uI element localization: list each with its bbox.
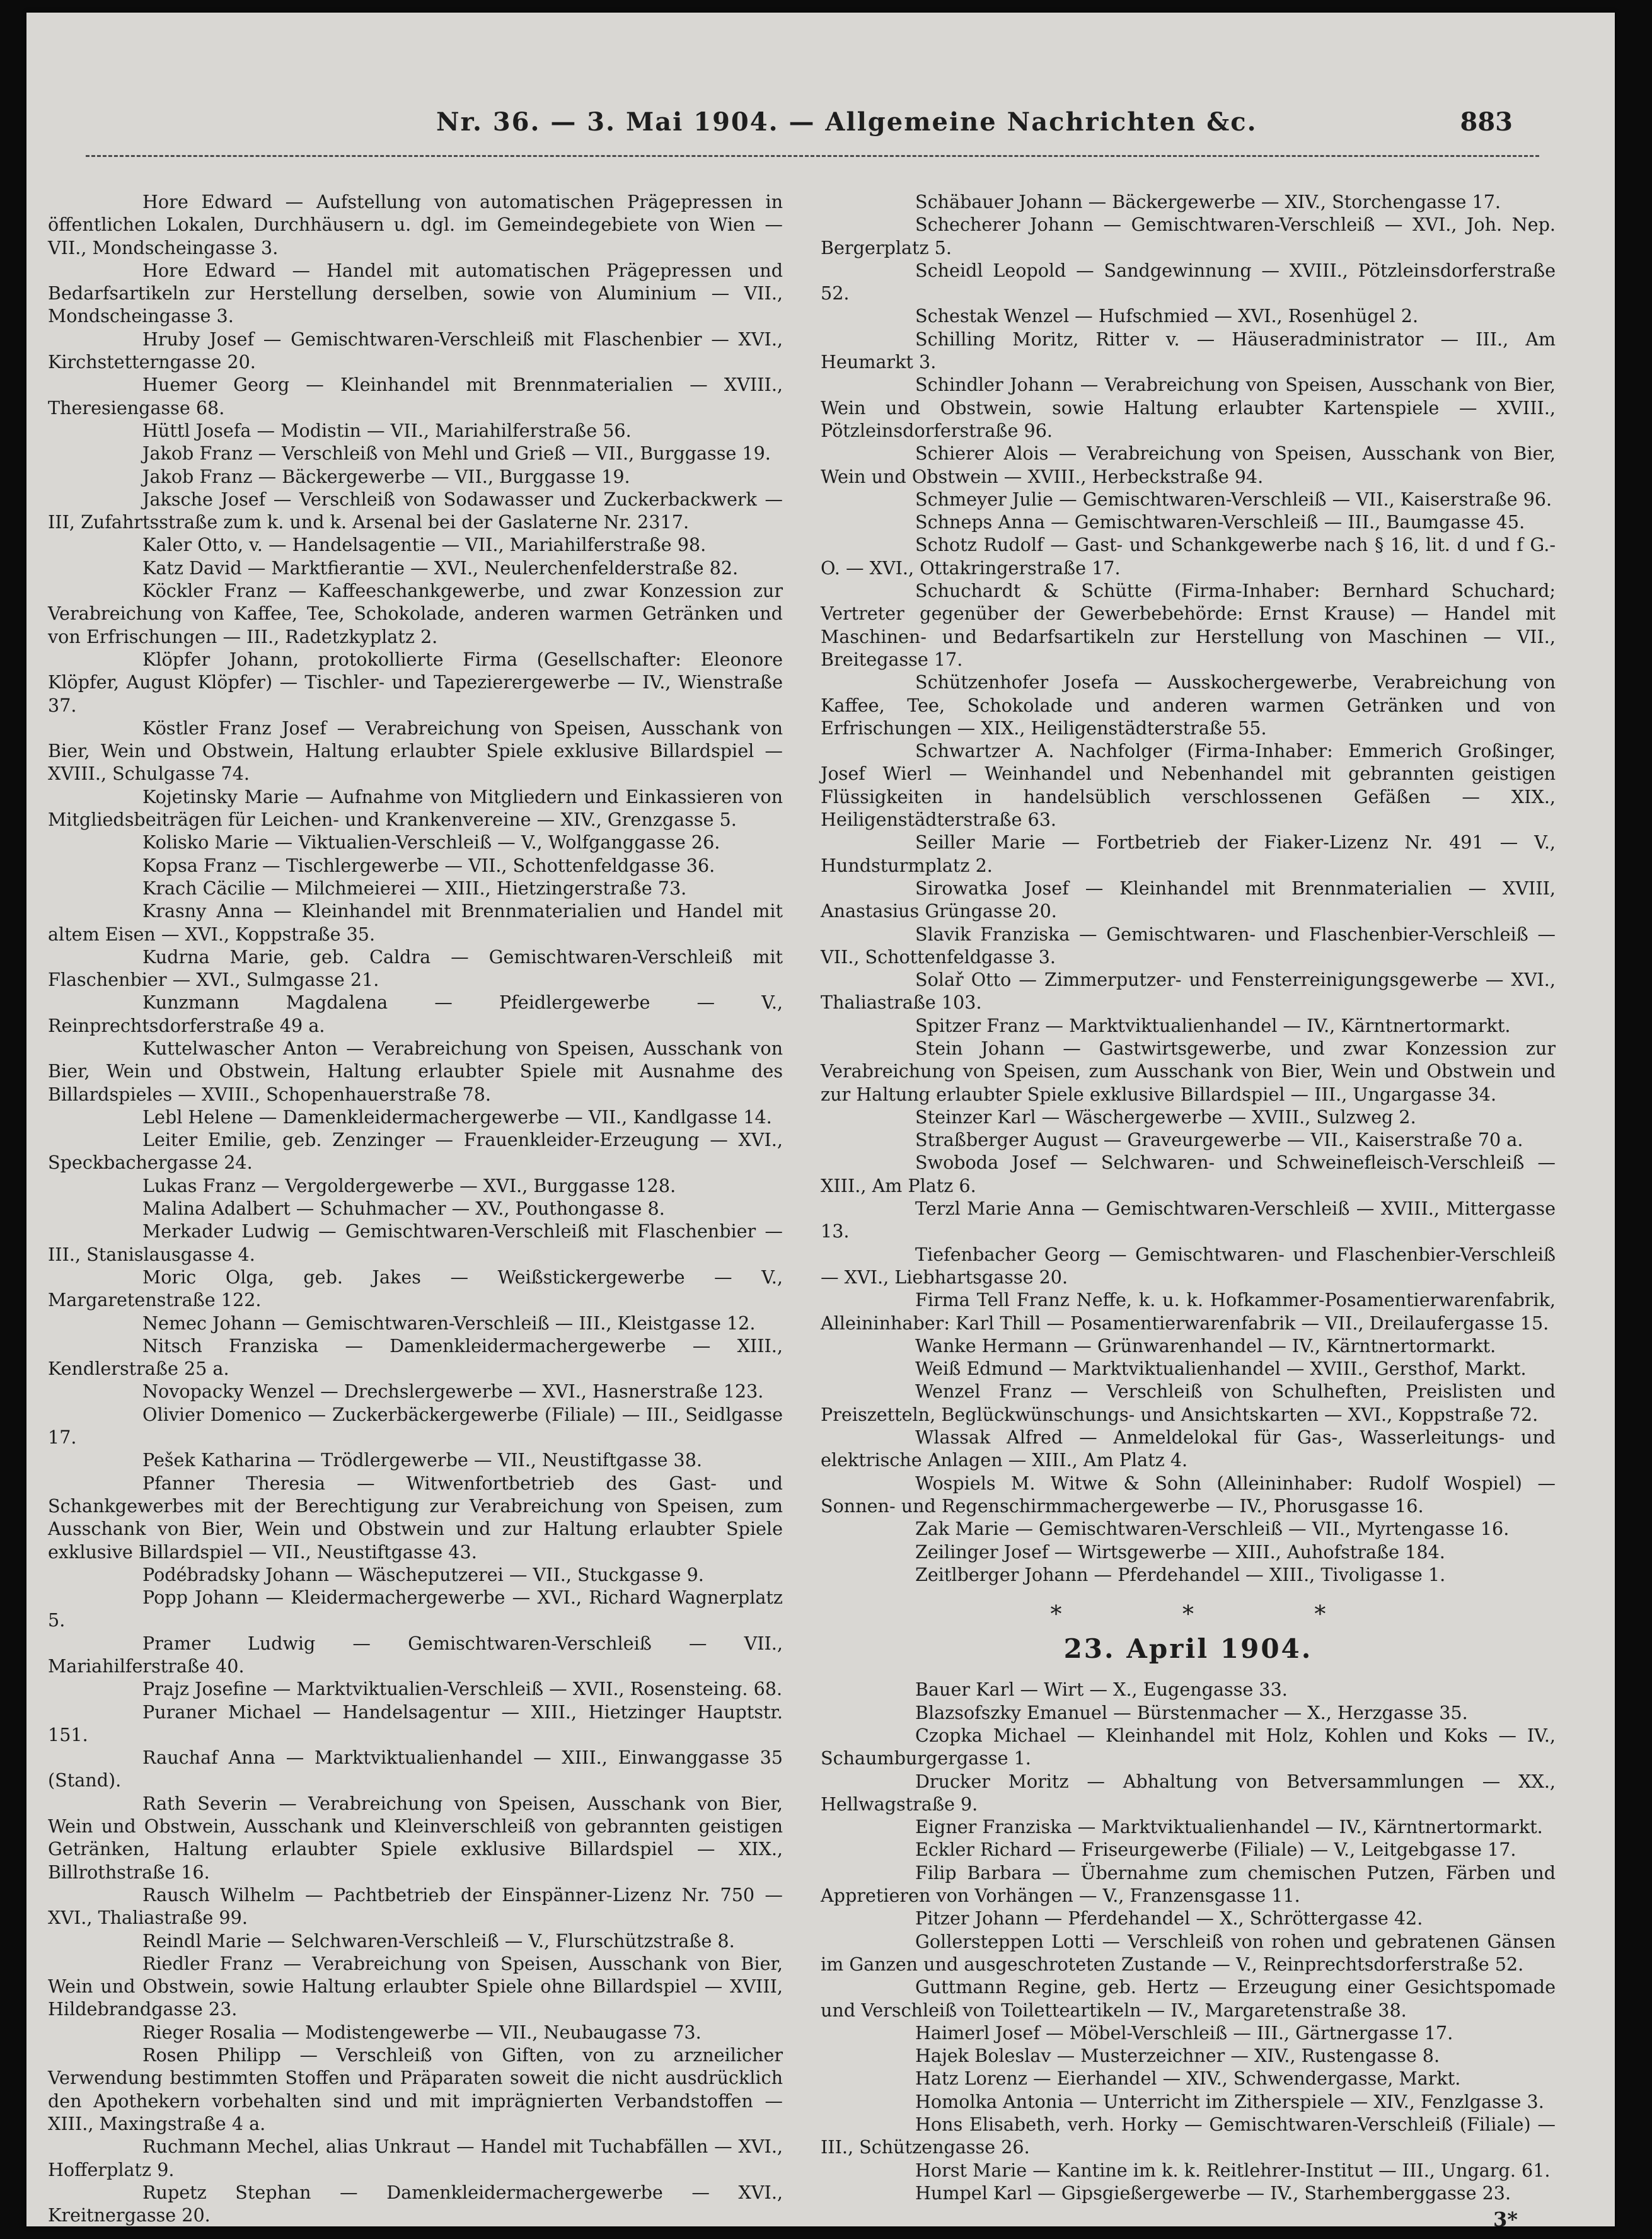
header-rule <box>86 155 1539 157</box>
section-date: 23. April 1904. <box>1063 1633 1313 1665</box>
register-entry: Krach Cäcilie — Milchmeierei — XIII., Hietzingerstraße 73. <box>142 877 687 899</box>
register-entry: Kaler Otto, v. — Handelsagentie — VII., Mariahilferstraße 98. <box>142 534 707 556</box>
register-entry: Kudrna Marie, geb. Caldra — Gemischtwaren-Verschleiß mit Flaschenbier — XVI., Sulmgasse 21. <box>48 946 783 991</box>
register-entry: Spitzer Franz — Marktviktualienhandel — IV., Kärntnertormarkt. <box>915 1014 1511 1036</box>
register-entry: Hajek Boleslav — Musterzeichner — XIV., Rustengasse 8. <box>915 2045 1440 2067</box>
register-entry: Stein Johann — Gastwirtsgewerbe, und zwar Konzession zur Verabreichung von Speisen, zum Ausschank von Bier, Wein und Obstwein und zur Haltung erlaubter Spiele exklusive Billardspiel — III., Ungargasse 34. <box>821 1037 1556 1105</box>
register-entry: Huemer Georg — Kleinhandel mit Brennmaterialien — XVIII., Theresiengasse 68. <box>48 374 783 419</box>
register-entry: Firma Tell Franz Neffe, k. u. k. Hofkammer-Posamentierwarenfabrik, Alleininhaber: Karl Thill — Posamentierwarenfabrik — VII., Dreilaufergasse 15. <box>821 1289 1556 1334</box>
register-entry: Pfanner Theresia — Witwenfortbetrieb des Gast- und Schankgewerbes mit der Berechtigung zur Verabreichung von Speisen, zum Ausschank von Bier, Wein und Obstwein und zur Haltung erlaubter Spiele exklusive Billardspiel — VII., Neustiftgasse 43. <box>48 1472 783 1563</box>
register-entry: Leiter Emilie, geb. Zenzinger — Frauenkleider-Erzeugung — XVI., Speckbachergasse 24. <box>48 1129 783 1174</box>
register-entry: Ruchmann Mechel, alias Unkraut — Handel mit Tuchabfällen — XVI., Hofferplatz 9. <box>48 2136 783 2180</box>
register-entry: Seiller Marie — Fortbetrieb der Fiaker-Lizenz Nr. 491 — V., Hundsturmplatz 2. <box>821 831 1556 876</box>
register-entry: Klöpfer Johann, protokollierte Firma (Gesellschafter: Eleonore Klöpfer, August Klöpfer) — Tischler- und Tapezierergewerbe — IV., Wienstraße 37. <box>48 648 783 716</box>
register-entry: Wlassak Alfred — Anmeldelokal für Gas-, Wasserleitungs- und elektrische Anlagen — XIII., Am Platz 4. <box>821 1426 1556 1471</box>
register-entry: Riedler Franz — Verabreichung von Speisen, Ausschank von Bier, Wein und Obstwein, sowie Haltung erlaubter Spiele ohne Billardspiel — XVIII, Hildebrandgasse 23. <box>48 1952 783 2020</box>
register-entry: Kuttelwascher Anton — Verabreichung von Speisen, Ausschank von Bier, Wein und Obstwein, Haltung erlaubter Spiele mit Ausnahme des Billardspieles — XVIII., Schopenhauerstraße 78. <box>48 1037 783 1105</box>
register-entry: Drucker Moritz — Abhaltung von Betversammlungen — XX., Hellwagstraße 9. <box>821 1770 1556 1815</box>
register-entry: Zeitlberger Johann — Pferdehandel — XIII., Tivoligasse 1. <box>915 1563 1446 1585</box>
register-entry: Rupetz Stephan — Damenkleidermachergewerbe — XVI., Kreitnergasse 20. <box>48 2181 783 2226</box>
register-entry: Hore Edward — Aufstellung von automatischen Prägepressen in öffentlichen Lokalen, Durchhäusern u. dgl. im Gemeindegebiete von Wien — VII., Mondscheingasse 3. <box>48 191 783 258</box>
register-entry: Kolisko Marie — Viktualien-Verschleiß — V., Wolfganggasse 26. <box>142 831 720 853</box>
register-entry: Schwartzer A. Nachfolger (Firma-Inhaber: Emmerich Großinger, Josef Wierl — Weinhandel und Nebenhandel mit gebrannten geistigen Flüssigkeiten in handelsüblich verschlossenen Gefäßen — XIX., Heiligenstädterstraße 63. <box>821 740 1556 831</box>
register-entry: Rauchaf Anna — Marktviktualienhandel — XIII., Einwanggasse 35 (Stand). <box>48 1747 783 1791</box>
register-entry: Rath Severin — Verabreichung von Speisen, Ausschank von Bier, Wein und Obstwein, Ausschank und Kleinverschleiß von gebrannten geistigen Getränken, Haltung erlaubter Spiele exklusive Billardspiel — XIX., Billrothstraße 16. <box>48 1792 783 1883</box>
register-entry: Köstler Franz Josef — Verabreichung von Speisen, Ausschank von Bier, Wein und Obstwein, Haltung erlaubter Spiele exklusive Billardspiel — XVIII., Schulgasse 74. <box>48 717 783 785</box>
register-entry: Eckler Richard — Friseurgewerbe (Filiale) — V., Leitgebgasse 17. <box>915 1839 1516 1861</box>
register-entry: Pitzer Johann — Pferdehandel — X., Schröttergasse 42. <box>915 1907 1423 1929</box>
register-entry: Wanke Hermann — Grünwarenhandel — IV., Kärntnertormarkt. <box>915 1334 1496 1357</box>
register-entry: Terzl Marie Anna — Gemischtwaren-Verschleiß — XVIII., Mittergasse 13. <box>821 1198 1556 1242</box>
section-separator: * * * <box>1050 1602 1383 1628</box>
register-entry: Hüttl Josefa — Modistin — VII., Mariahilferstraße 56. <box>142 419 632 441</box>
register-entry: Jakob Franz — Verschleiß von Mehl und Grieß — VII., Burggasse 19. <box>142 443 771 465</box>
register-entry: Schneps Anna — Gemischtwaren-Verschleiß — III., Baumgasse 45. <box>915 511 1525 533</box>
register-entry: Rosen Philipp — Verschleiß von Giften, von zu arzneilicher Verwendung bestimmten Stoffen und Präparaten soweit die nicht ausdrücklich den Apothekern vorbehalten sind und mit imprägnierten Verbandstoffen — XIII., Maxingstraße 4 a. <box>48 2044 783 2134</box>
register-entry: Guttmann Regine, geb. Hertz — Erzeugung einer Gesichtspomade und Verschleiß von Toiletteartikeln — IV., Margaretenstraße 38. <box>821 1976 1556 2021</box>
register-entry: Lukas Franz — Vergoldergewerbe — XVI., Burggasse 128. <box>142 1174 676 1196</box>
register-entry: Schilling Moritz, Ritter v. — Häuseradministrator — III., Am Heumarkt 3. <box>821 328 1556 373</box>
register-entry: Homolka Antonia — Unterricht im Zitherspiele — XIV., Fenzlgasse 3. <box>915 2090 1544 2112</box>
register-entry: Pramer Ludwig — Gemischtwaren-Verschleiß — VII., Mariahilferstraße 40. <box>48 1632 783 1677</box>
register-entry: Nemec Johann — Gemischtwaren-Verschleiß — III., Kleistgasse 12. <box>142 1312 756 1334</box>
register-entry: Schestak Wenzel — Hufschmied — XVI., Rosenhügel 2. <box>915 305 1419 327</box>
register-entry: Rausch Wilhelm — Pachtbetrieb der Einspänner-Lizenz Nr. 750 — XVI., Thaliastraße 99. <box>48 1883 783 1929</box>
register-entry: Schuchardt & Schütte (Firma-Inhaber: Bernhard Schuchard; Vertreter gegenüber der Gewerbebehörde: Ernst Krause) — Handel mit Maschinen- und Bedarfsartikeln zur Herstellung von Maschinen — VII., Breitegasse 17. <box>821 580 1556 670</box>
register-entry: Hatz Lorenz — Eierhandel — XIV., Schwendergasse, Markt. <box>915 2068 1461 2090</box>
register-entry: Scheidl Leopold — Sandgewinnung — XVIII., Pötzleinsdorferstraße 52. <box>821 259 1556 304</box>
register-entry: Schindler Johann — Verabreichung von Speisen, Ausschank von Bier, Wein und Obstwein, sowie Haltung erlaubter Kartenspiele — XVIII., Pötzleinsdorferstraße 96. <box>821 374 1556 441</box>
right-entries <box>821 190 1556 1586</box>
register-entry: Schotz Rudolf — Gast- und Schankgewerbe nach § 16, lit. d und f G.-O. — XVI., Ottakringerstraße 17. <box>821 534 1556 579</box>
register-entry: Slavik Franziska — Gemischtwaren- und Flaschenbier-Verschleiß — VII., Schottenfeldgasse 3. <box>821 923 1556 968</box>
register-entry: Kopsa Franz — Tischlergewerbe — VII., Schottenfeldgasse 36. <box>142 854 715 876</box>
register-entry: Jakob Franz — Bäckergewerbe — VII., Burggasse 19. <box>142 465 630 487</box>
register-entry: Kojetinsky Marie — Aufnahme von Mitgliedern und Einkassieren von Mitgliedsbeiträgen für Leichen- und Krankenvereine — XIV., Grenzgasse 5. <box>48 785 783 831</box>
register-entry: Wospiels M. Witwe & Sohn (Alleininhaber: Rudolf Wospiel) — Sonnen- und Regenschirmmachergewerbe — IV., Phorusgasse 16. <box>821 1472 1556 1517</box>
register-entry: Schäbauer Johann — Bäckergewerbe — XIV., Storchengasse 17. <box>915 191 1501 212</box>
register-entry: Puraner Michael — Handelsagentur — XIII., Hietzinger Hauptstr. 151. <box>48 1701 783 1745</box>
register-entry: Zak Marie — Gemischtwaren-Verschleiß — VII., Myrtengasse 16. <box>915 1518 1510 1540</box>
register-entry: Nitsch Franziska — Damenkleidermachergewerbe — XIII., Kendlerstraße 25 a. <box>48 1334 783 1380</box>
register-entry: Hons Elisabeth, verh. Horky — Gemischtwaren-Verschleiß (Filiale) — III., Schützengasse 26. <box>821 2114 1556 2158</box>
register-entry: Zeilinger Josef — Wirtsgewerbe — XIII., Auhofstraße 184. <box>915 1541 1445 1563</box>
register-entry: Novopacky Wenzel — Drechslergewerbe — XVI., Hasnerstraße 123. <box>142 1380 764 1403</box>
register-entry: Popp Johann — Kleidermachergewerbe — XVI., Richard Wagnerplatz 5. <box>48 1587 783 1631</box>
register-entry: Swoboda Josef — Selchwaren- und Schweinefleisch-Verschleiß — XIII., Am Platz 6. <box>821 1152 1556 1196</box>
register-entry: Czopka Michael — Kleinhandel mit Holz, Kohlen und Koks — IV., Schaumburgergasse 1. <box>821 1725 1556 1769</box>
register-entry: Hore Edward — Handel mit automatischen Prägepressen und Bedarfsartikeln zur Herstellung derselben, sowie von Aluminium — VII., Mondscheingasse 3. <box>48 259 783 327</box>
register-entry: Malina Adalbert — Schuhmacher — XV., Pouthongasse 8. <box>142 1198 665 1220</box>
register-entry: Gollersteppen Lotti — Verschleiß von rohen und gebratenen Gänsen im Ganzen und ausgeschroteten Zustande — V., Reinprechtsdorferstraße 52. <box>821 1930 1556 1975</box>
register-entry: Moric Olga, geb. Jakes — Weißstickergewerbe — V., Margaretenstraße 122. <box>48 1266 783 1311</box>
register-entry: Pešek Katharina — Trödlergewerbe — VII., Neustiftgasse 38. <box>142 1449 703 1471</box>
register-entry: Katz David — Marktfierantie — XVI., Neulerchenfelderstraße 82. <box>142 557 739 579</box>
register-entry: Hruby Josef — Gemischtwaren-Verschleiß mit Flaschenbier — XVI., Kirchstetterngasse 20. <box>48 328 783 373</box>
register-entry: Blazsofszky Emanuel — Bürstenmacher — X., Herzgasse 35. <box>915 1701 1468 1723</box>
register-entry: Rieger Rosalia — Modistengewerbe — VII., Neubaugasse 73. <box>142 2021 702 2043</box>
register-entry: Olivier Domenico — Zuckerbäckergewerbe (Filiale) — III., Seidlgasse 17. <box>48 1403 783 1449</box>
register-entry: Schierer Alois — Verabreichung von Speisen, Ausschank von Bier, Wein und Obstwein — XVIII., Herbeckstraße 94. <box>821 443 1556 487</box>
page-title: Nr. 36. — 3. Mai 1904. — Allgemeine Nachrichten &c. <box>436 107 1257 137</box>
register-entry: Solař Otto — Zimmerputzer- und Fensterreinigungsgewerbe — XVI., Thaliastraße 103. <box>821 969 1556 1014</box>
register-entry: Horst Marie — Kantine im k. k. Reitlehrer-Institut — III., Ungarg. 61. <box>915 2159 1551 2181</box>
april-entries <box>821 1678 1556 2204</box>
register-entry: Steinzer Karl — Wäschergewerbe — XVIII., Sulzweg 2. <box>915 1106 1416 1128</box>
register-entry: Haimerl Josef — Möbel-Verschleiß — III., Gärtnergasse 17. <box>915 2022 1453 2044</box>
register-entry: Köckler Franz — Kaffeeschankgewerbe, und zwar Konzession zur Verabreichung von Kaffee, Tee, Schokolade, anderen warmen Getränken und von Erfrischungen — III., Radetzkyplatz 2. <box>48 580 783 647</box>
register-entry: Reindl Marie — Selchwaren-Verschleiß — V., Flurschützstraße 8. <box>142 1929 735 1952</box>
newspaper-page <box>26 13 1615 2232</box>
register-entry: Schützenhofer Josefa — Ausskochergewerbe, Verabreichung von Kaffee, Tee, Schokolade und anderen warmen Getränken und von Erfrischungen — XIX., Heiligenstädterstraße 55. <box>821 671 1556 739</box>
register-entry: Schecherer Johann — Gemischtwaren-Verschleiß — XVI., Joh. Nep. Bergerplatz 5. <box>821 214 1556 258</box>
register-entry: Weiß Edmund — Marktviktualienhandel — XVIII., Gersthof, Markt. <box>915 1358 1527 1380</box>
register-entry: Jaksche Josef — Verschleiß von Sodawasser und Zuckerbackwerk — III, Zufahrtsstraße zum k. und k. Arsenal bei der Gaslaterne Nr. 2317. <box>48 488 783 533</box>
register-entry: Humpel Karl — Gipsgießergewerbe — IV., Starhemberggasse 23. <box>915 2182 1511 2204</box>
page-number: 883 <box>1460 107 1513 137</box>
register-entry: Krasny Anna — Kleinhandel mit Brennmaterialien und Handel mit altem Eisen — XVI., Koppstraße 35. <box>48 900 783 945</box>
register-entry: Wenzel Franz — Verschleiß von Schulheften, Preislisten und Preiszetteln, Beglückwünschungs- und Ansichtskarten — XVI., Koppstraße 72. <box>821 1380 1556 1425</box>
page-header <box>26 107 1615 151</box>
register-entry: Filip Barbara — Übernahme zum chemischen Putzen, Färben und Appretieren von Vorhängen — V., Franzensgasse 11. <box>821 1861 1556 1907</box>
register-entry: Lebl Helene — Damenkleidermachergewerbe — VII., Kandlgasse 14. <box>142 1106 772 1128</box>
register-entry: Bauer Karl — Wirt — X., Eugengasse 33. <box>915 1679 1288 1701</box>
signature-mark: 3* <box>1493 2207 1518 2232</box>
register-entry: Podébradsky Johann — Wäscheputzerei — VII., Stuckgasse 9. <box>142 1563 704 1585</box>
register-entry: Schmeyer Julie — Gemischtwaren-Verschleiß — VII., Kaiserstraße 96. <box>915 488 1552 510</box>
register-entry: Tiefenbacher Georg — Gemischtwaren- und Flaschenbier-Verschleiß — XVI., Liebhartsgasse 20. <box>821 1243 1556 1288</box>
register-entry: Eigner Franziska — Marktviktualienhandel — IV., Kärntnertormarkt. <box>915 1816 1543 1838</box>
register-entry: Straßberger August — Graveurgewerbe — VII., Kaiserstraße 70 a. <box>915 1129 1523 1151</box>
register-entry: Merkader Ludwig — Gemischtwaren-Verschleiß mit Flaschenbier — III., Stanislausgasse 4. <box>48 1220 783 1265</box>
register-entry: Kunzmann Magdalena — Pfeidlergewerbe — V., Reinprechtsdorferstraße 49 a. <box>48 992 783 1036</box>
left-column <box>48 190 783 2226</box>
register-entry: Prajz Josefine — Marktviktualien-Verschleiß — XVII., Rosensteing. 68. <box>142 1678 783 1700</box>
right-column <box>821 190 1556 2231</box>
register-entry: Sirowatka Josef — Kleinhandel mit Brennmaterialien — XVIII, Anastasius Grüngasse 20. <box>821 877 1556 922</box>
